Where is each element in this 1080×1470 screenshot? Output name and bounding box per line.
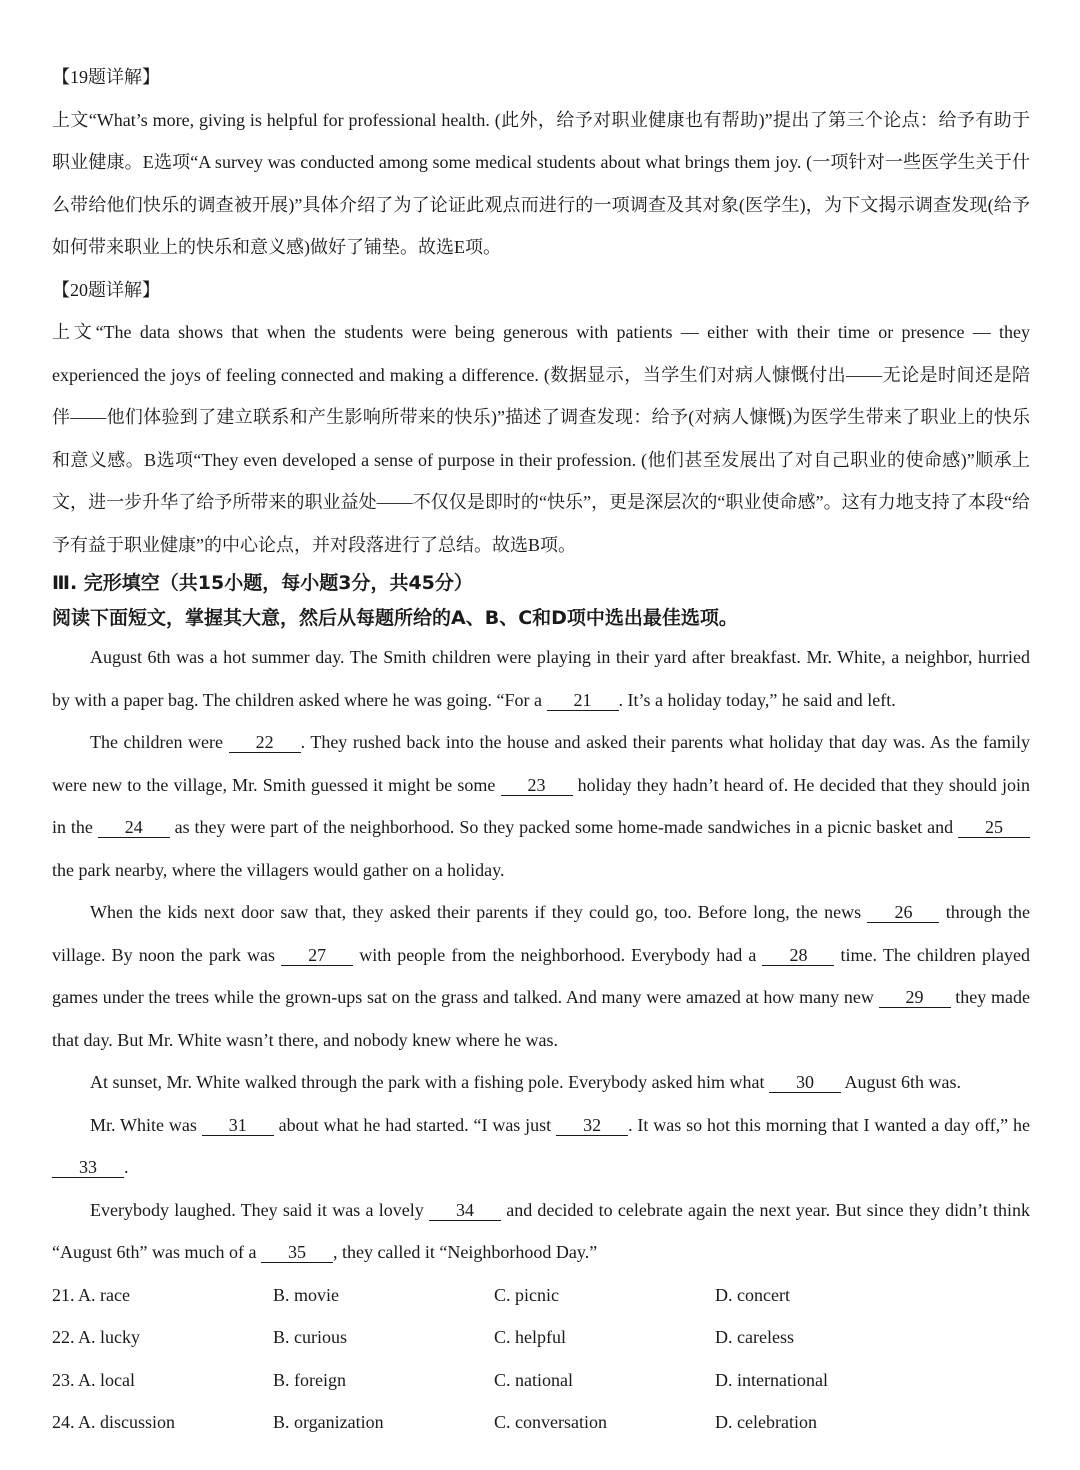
options-row-22 (52, 1316, 1030, 1359)
passage-text: Everybody laughed. They said it was a lovely (90, 1199, 429, 1220)
passage-paragraph-6 (52, 1189, 1030, 1274)
passage-text: . (124, 1157, 129, 1177)
blank-31: 31 (202, 1115, 274, 1136)
passage-text: they made that day. But Mr. White wasn’t there, and nobody knew where he was. (52, 987, 1030, 1050)
option-d: D. careless (715, 1327, 794, 1347)
option-b: B. movie (273, 1284, 339, 1305)
option-c: C. conversation (494, 1412, 607, 1432)
passage-text: August 6th was a hot summer day. The Smith children were playing in their yard after breakfast. Mr. White, a neighbor, hurried by with a paper bag. The children asked where he was going. “For a (52, 647, 1030, 710)
passage-text: The children were (90, 732, 229, 752)
option-b: B. organization (273, 1412, 384, 1432)
blank-26: 26 (867, 902, 939, 923)
option-b: B. curious (273, 1327, 347, 1347)
options-row-24 (52, 1401, 1030, 1444)
blank-29: 29 (879, 987, 951, 1008)
option-a: 24. A. discussion (52, 1412, 176, 1432)
options-list (52, 1274, 1030, 1444)
analysis-heading-20: 【20题详解】 (52, 279, 160, 300)
document-page (52, 56, 1030, 1444)
passage-paragraph-2 (52, 721, 1030, 891)
analysis-heading-19: 【19题详解】 (52, 67, 160, 87)
option-d: D. concert (715, 1284, 790, 1305)
passage-text: . It’s a holiday today,” he said and left. (618, 689, 896, 710)
blank-28: 28 (762, 945, 834, 966)
option-d: D. celebration (715, 1412, 817, 1432)
passage-text: through the village. By noon the park was (52, 902, 1030, 965)
options-row-23 (52, 1359, 1030, 1402)
option-c: C. national (494, 1369, 573, 1390)
option-b: B. foreign (273, 1369, 346, 1390)
option-c: C. picnic (494, 1284, 559, 1305)
option-d: D. international (715, 1369, 828, 1390)
passage-paragraph-4 (52, 1061, 1030, 1104)
passage-text: with people from the neighborhood. Everybody had a (353, 944, 763, 965)
analysis-text-19: 上文“What’s more, giving is helpful for professional health. (此外，给予对职业健康也有帮助)”提出了第三个论点：给予有助于职业健康。E选项“A survey was conducted among some medical students about what brings them joy. (一项针对一些医学生关于什么带给他们快乐的调查被开展)”具体介绍了为了论证此观点而进行的一项调查及其对象(医学生)，为下文揭示调查发现(给予如何带来职业上的快乐和意义感)做好了铺垫。故选E项。 (52, 109, 1030, 257)
passage-text: as they were part of the neighborhood. So they packed some home-made sandwiches in a picnic basket and (169, 817, 958, 837)
option-a: 21. A. race (52, 1284, 130, 1305)
passage-text: Mr. White was (90, 1114, 202, 1135)
section-instruction: 阅读下面短文，掌握其大意，然后从每题所给的A、B、C和D项中选出最佳选项。 (52, 607, 738, 629)
passage-text: about what he had started. “I was just (273, 1114, 557, 1135)
option-a: 22. A. lucky (52, 1327, 140, 1347)
passage-text: and decided to celebrate again the next year. But since they didn’t think “August 6th” was much of a (52, 1199, 1031, 1262)
blank-35: 35 (261, 1242, 333, 1263)
blank-33: 33 (52, 1157, 124, 1178)
blank-24: 24 (98, 817, 170, 838)
passage-paragraph-3 (52, 891, 1030, 1061)
blank-22: 22 (229, 732, 301, 753)
blank-27: 27 (281, 945, 353, 966)
blank-25: 25 (958, 817, 1030, 838)
analysis-text-20: 上文“The data shows that when the students were being generous with patients — either with their time or presence — they experienced the joys of feeling connected and making a difference. (数据显示，当学生们对病人慷慨付出——无论是时间还是陪伴——他们体验到了建立联系和产生影响所带来的快乐)”描述了调查发现：给予(对病人慷慨)为医学生带来了职业上的快乐和意义感。B选项“They even developed a sense of purpose in their profession. (他们甚至发展出了对自己职业的使命感)”顺承上文，进一步升华了给予所带来的职业益处——不仅仅是即时的“快乐”，更是深层次的“职业使命感”。这有力地支持了本段“给予有益于职业健康”的中心论点，并对段落进行了总结。故选B项。 (52, 322, 1030, 555)
passage-paragraph-1 (52, 636, 1030, 721)
section-title: Ⅲ. 完形填空（共15小题，每小题3分，共45分） (52, 572, 473, 594)
blank-34: 34 (429, 1200, 501, 1221)
blank-32: 32 (556, 1115, 628, 1136)
passage-text: holiday they hadn’t heard of. He decided that they should join in the (52, 774, 1030, 837)
passage-paragraph-5 (52, 1104, 1030, 1189)
passage-text: August 6th was. (841, 1072, 962, 1092)
passage-text: . They rushed back into the house and asked their parents what holiday that day was. As the family were new to the village, Mr. Smith guessed it might be some (52, 732, 1030, 795)
passage-text: When the kids next door saw that, they asked their parents if they could go, too. Before long, the news (90, 902, 868, 922)
passage-text: the park nearby, where the villagers would gather on a holiday. (52, 859, 505, 880)
passage-text: . It was so hot this morning that I wanted a day off,” he (628, 1114, 1030, 1135)
blank-23: 23 (501, 775, 573, 796)
passage-text: , they called it “Neighborhood Day.” (332, 1242, 598, 1262)
passage-text: time. The children played games under the trees while the grown-ups sat on the grass and talked. And many were amazed at how many new (52, 944, 1030, 1007)
option-c: C. helpful (494, 1327, 566, 1347)
passage-text: At sunset, Mr. White walked through the park with a fishing pole. Everybody asked him what (90, 1072, 770, 1092)
options-row-21 (52, 1274, 1030, 1317)
option-a: 23. A. local (52, 1369, 135, 1390)
blank-30: 30 (769, 1072, 841, 1093)
blank-21: 21 (547, 690, 619, 711)
